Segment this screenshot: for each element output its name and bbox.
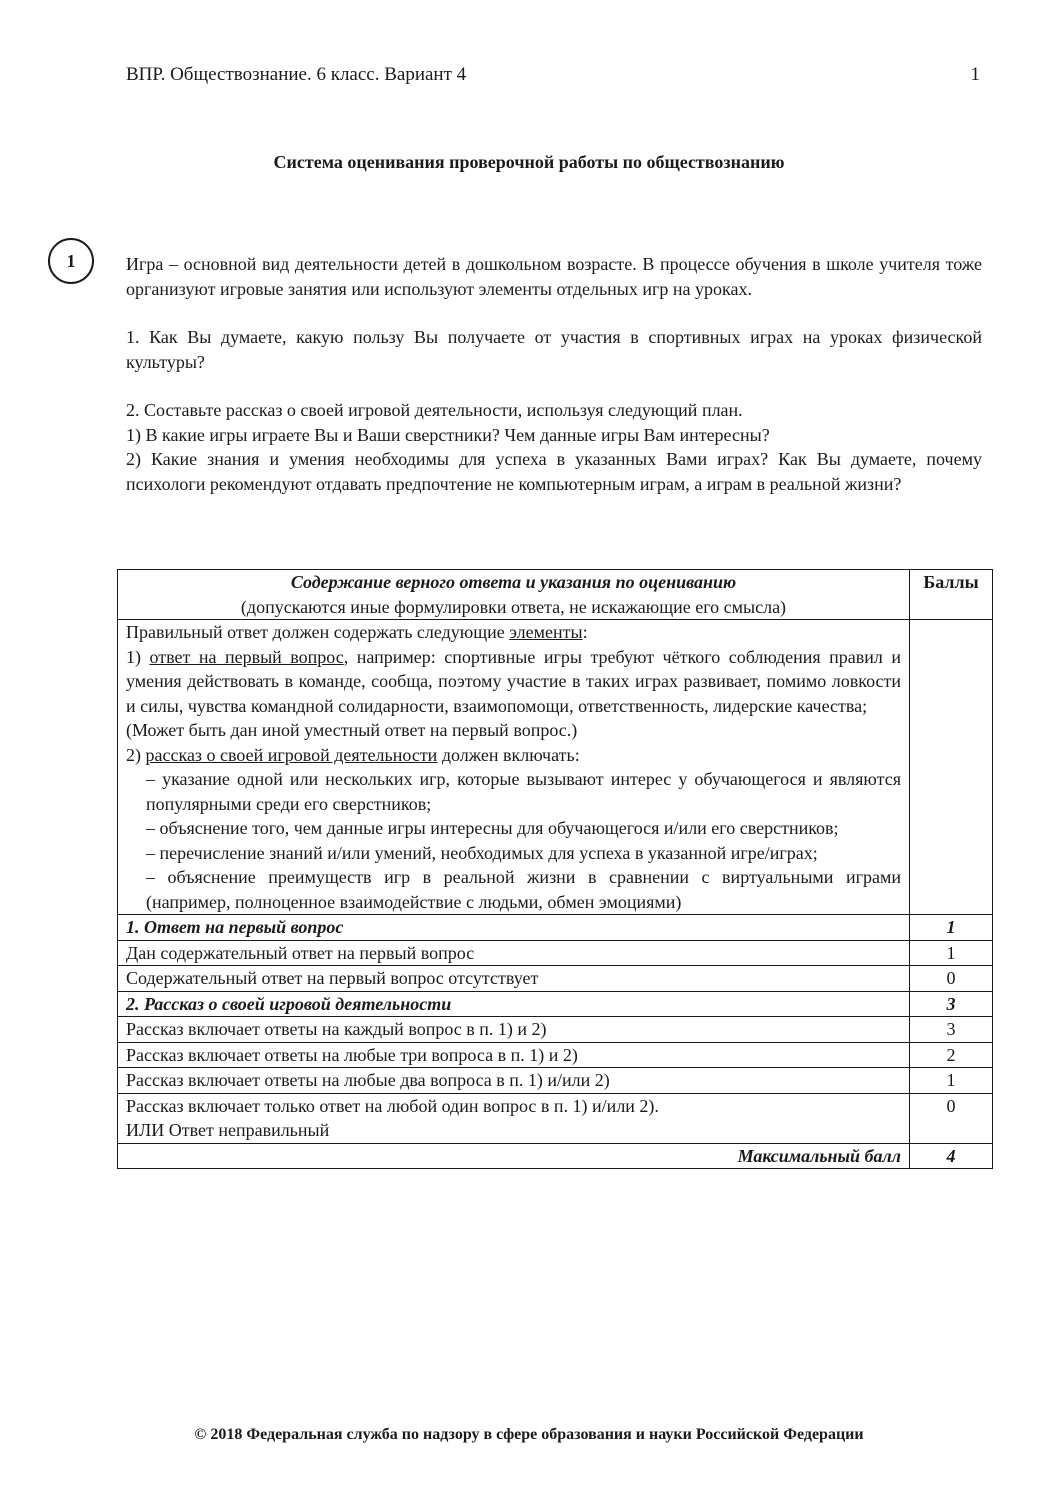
- content-sub-3: – перечисление знаний и/или умений, необходимых для успеха в указанной игре/играх;: [146, 842, 818, 863]
- criterion-text: Содержательный ответ на первый вопрос отсутствует: [118, 966, 910, 992]
- task-text: [126, 252, 982, 496]
- criterion-points: 2: [910, 1042, 993, 1068]
- table-row: [118, 966, 993, 992]
- criterion-points: 0: [910, 1093, 993, 1143]
- header-title: ВПР. Обществознание. 6 класс. Вариант 4: [126, 64, 467, 85]
- header-main: Содержание верного ответа и указания по оцениванию: [290, 572, 737, 592]
- table-row: [118, 940, 993, 966]
- max-score-label: Максимальный балл: [118, 1143, 910, 1169]
- page-number: 1: [970, 64, 980, 85]
- header-criteria-cell: [118, 570, 910, 620]
- criterion-text: Дан содержательный ответ на первый вопрос: [118, 940, 910, 966]
- task-question-2: 2. Составьте рассказ о своей игровой деятельности, используя следующий план.: [126, 400, 743, 420]
- header-sub: (допускаются иные формулировки ответа, не искажающие его смысла): [240, 596, 787, 617]
- section-2-row: [118, 991, 993, 1017]
- section-1-points: 1: [910, 915, 993, 941]
- criterion-points: 0: [910, 966, 993, 992]
- content-item-1-note: (Может быть дан иной уместный ответ на первый вопрос.): [126, 720, 578, 740]
- content-item-2: 2) рассказ о своей игровой деятельности должен включать:: [126, 744, 580, 765]
- content-sub-2: – объяснение того, чем данные игры интересны для обучающегося и/или его сверстников;: [146, 818, 839, 838]
- criterion-line-2: ИЛИ Ответ неправильный: [126, 1120, 330, 1140]
- table-header-row: [118, 570, 993, 620]
- table-row: [118, 1017, 993, 1043]
- content-item-1: 1) ответ на первый вопрос, например: спортивные игры требуют чёткого соблюдения правил и умения действовать в команде, сообща, поэтому участие в таких играх развивает, помимо ловкости и силы, чувства командной солидарности, взаимопомощи, ответственность, лидерские качества;: [126, 646, 901, 716]
- section-1-label: 1. Ответ на первый вопрос: [118, 915, 910, 941]
- max-score-row: [118, 1143, 993, 1169]
- copyright-footer: © 2018 Федеральная служба по надзору в сфере образования и науки Российской Федерации: [194, 1426, 864, 1443]
- task-number-badge: 1: [48, 238, 94, 284]
- grading-table: [117, 569, 993, 1169]
- task-question-1: 1. Как Вы думаете, какую пользу Вы получаете от участия в спортивных играх на уроках физической культуры?: [126, 327, 982, 372]
- content-sub-4: – объяснение преимуществ игр в реальной жизни в сравнении с виртуальными играми (например, полноценное взаимодействие с людьми, обмен эмоциями): [146, 867, 901, 912]
- content-lead: Правильный ответ должен содержать следующие элементы:: [126, 622, 588, 642]
- criterion-points: 1: [910, 1068, 993, 1094]
- task-plan-2: 2) Какие знания и умения необходимы для успеха в указанных Вами играх? Как Вы думаете, почему психологи рекомендуют отдавать предпочтение не компьютерным играм, а играм в реальной жизни?: [126, 449, 982, 494]
- table-row: [118, 1093, 993, 1143]
- criterion-text: [118, 1093, 910, 1143]
- task-plan-1: 1) В какие игры играете Вы и Ваши сверстники? Чем данные игры Вам интересны?: [126, 424, 770, 445]
- content-points-cell: [910, 620, 993, 915]
- content-row: [118, 620, 993, 915]
- table-row: [118, 1068, 993, 1094]
- task-intro: Игра – основной вид деятельности детей в дошкольном возрасте. В процессе обучения в школе учителя тоже организуют игровые занятия или используют элементы отдельных игр на уроках.: [126, 254, 982, 299]
- criterion-text: Рассказ включает ответы на любые три вопроса в п. 1) и 2): [118, 1042, 910, 1068]
- table-row: [118, 1042, 993, 1068]
- section-2-label: 2. Рассказ о своей игровой деятельности: [118, 991, 910, 1017]
- header-points: Баллы: [910, 570, 993, 620]
- criterion-text: Рассказ включает ответы на любые два вопроса в п. 1) и/или 2): [118, 1068, 910, 1094]
- criterion-line-1: Рассказ включает только ответ на любой один вопрос в п. 1) и/или 2).: [126, 1095, 659, 1116]
- document-title: Система оценивания проверочной работы по обществознанию: [273, 152, 785, 172]
- criterion-points: 1: [910, 940, 993, 966]
- answer-content-cell: [118, 620, 910, 915]
- max-score-points: 4: [910, 1143, 993, 1169]
- criterion-points: 3: [910, 1017, 993, 1043]
- content-sub-1: – указание одной или нескольких игр, которые вызывают интерес у обучающегося и являются популярными среди его сверстников;: [146, 769, 901, 814]
- section-1-row: [118, 915, 993, 941]
- section-2-points: 3: [910, 991, 993, 1017]
- criterion-text: Рассказ включает ответы на каждый вопрос в п. 1) и 2): [118, 1017, 910, 1043]
